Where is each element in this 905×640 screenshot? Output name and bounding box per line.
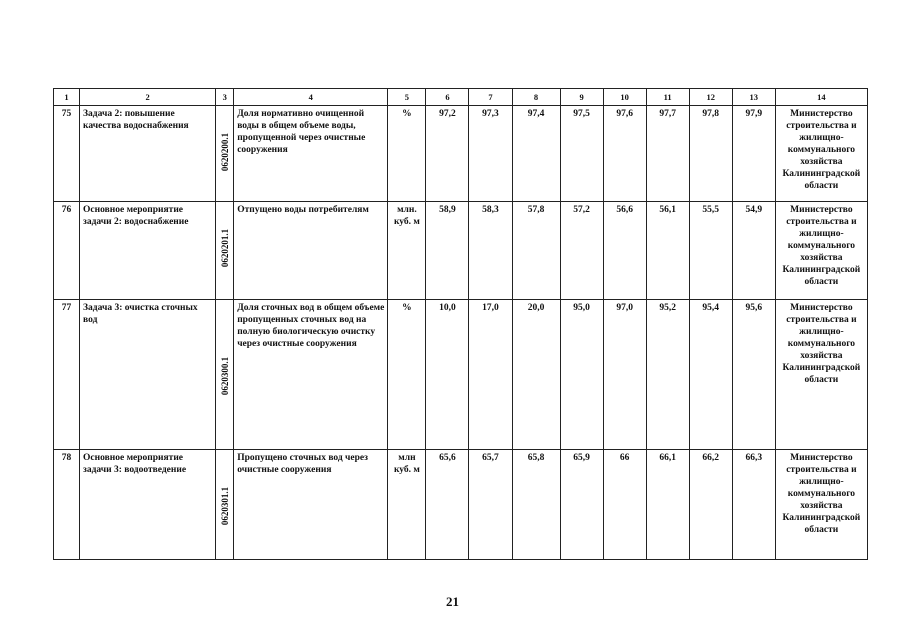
row-code-cell	[216, 300, 234, 450]
table-row	[54, 450, 868, 560]
header-cell: 8	[512, 89, 560, 106]
table-row	[54, 300, 868, 450]
header-cell: 10	[603, 89, 646, 106]
header-cell: 12	[689, 89, 732, 106]
row-unit: %	[388, 300, 426, 450]
value-cell: 20,0	[512, 300, 560, 450]
row-number: 77	[54, 300, 80, 450]
row-executor: Министерство строительства и жилищно-коммунального хозяйства Калининградской области	[775, 106, 867, 202]
value-cell: 56,6	[603, 202, 646, 300]
row-unit: млн. куб. м	[388, 202, 426, 300]
row-code: 0620201.1	[219, 228, 230, 268]
row-code-cell	[216, 450, 234, 560]
value-cell: 97,0	[603, 300, 646, 450]
row-code-cell	[216, 202, 234, 300]
row-executor: Министерство строительства и жилищно-коммунального хозяйства Калининградской области	[775, 450, 867, 560]
header-cell: 3	[216, 89, 234, 106]
table-header-row	[54, 89, 868, 106]
value-cell: 54,9	[732, 202, 775, 300]
header-cell: 1	[54, 89, 80, 106]
value-cell: 57,2	[560, 202, 603, 300]
row-number: 78	[54, 450, 80, 560]
header-cell: 2	[80, 89, 216, 106]
value-cell: 10,0	[426, 300, 469, 450]
row-code: 0620301.1	[219, 486, 230, 526]
value-cell: 65,9	[560, 450, 603, 560]
table-row	[54, 106, 868, 202]
indicators-table	[53, 88, 868, 560]
row-name: Основное мероприятие задачи 3: водоотведение	[80, 450, 216, 560]
value-cell: 56,1	[646, 202, 689, 300]
value-cell: 65,6	[426, 450, 469, 560]
header-cell: 7	[469, 89, 512, 106]
value-cell: 95,0	[560, 300, 603, 450]
row-code-cell	[216, 106, 234, 202]
value-cell: 57,8	[512, 202, 560, 300]
row-executor: Министерство строительства и жилищно-коммунального хозяйства Калининградской области	[775, 300, 867, 450]
row-code: 0620300.1	[219, 356, 230, 396]
row-number: 76	[54, 202, 80, 300]
value-cell: 95,6	[732, 300, 775, 450]
value-cell: 65,7	[469, 450, 512, 560]
header-cell: 13	[732, 89, 775, 106]
value-cell: 66	[603, 450, 646, 560]
value-cell: 66,2	[689, 450, 732, 560]
value-cell: 97,9	[732, 106, 775, 202]
value-cell: 97,8	[689, 106, 732, 202]
row-number: 75	[54, 106, 80, 202]
row-code: 0620200.1	[219, 132, 230, 172]
value-cell: 17,0	[469, 300, 512, 450]
value-cell: 58,3	[469, 202, 512, 300]
value-cell: 95,4	[689, 300, 732, 450]
value-cell: 97,5	[560, 106, 603, 202]
header-cell: 11	[646, 89, 689, 106]
header-cell: 9	[560, 89, 603, 106]
table-row	[54, 202, 868, 300]
header-cell: 5	[388, 89, 426, 106]
header-cell: 4	[234, 89, 388, 106]
page-number: 21	[446, 594, 459, 609]
value-cell: 97,2	[426, 106, 469, 202]
row-name: Задача 3: очистка сточных вод	[80, 300, 216, 450]
header-cell: 6	[426, 89, 469, 106]
value-cell: 97,6	[603, 106, 646, 202]
row-name: Задача 2: повышение качества водоснабжения	[80, 106, 216, 202]
row-name: Основное мероприятие задачи 2: водоснабжение	[80, 202, 216, 300]
value-cell: 95,2	[646, 300, 689, 450]
value-cell: 97,7	[646, 106, 689, 202]
value-cell: 58,9	[426, 202, 469, 300]
row-unit: млн куб. м	[388, 450, 426, 560]
row-indicator: Отпущено воды потребителям	[234, 202, 388, 300]
value-cell: 97,4	[512, 106, 560, 202]
row-indicator: Доля нормативно очищенной воды в общем объеме воды, пропущенной через очистные сооружения	[234, 106, 388, 202]
value-cell: 55,5	[689, 202, 732, 300]
row-indicator: Доля сточных вод в общем объеме пропущенных сточных вод на полную биологическую очистку через очистные сооружения	[234, 300, 388, 450]
row-executor: Министерство строительства и жилищно-коммунального хозяйства Калининградской области	[775, 202, 867, 300]
value-cell: 66,3	[732, 450, 775, 560]
row-indicator: Пропущено сточных вод через очистные сооружения	[234, 450, 388, 560]
value-cell: 65,8	[512, 450, 560, 560]
value-cell: 97,3	[469, 106, 512, 202]
row-unit: %	[388, 106, 426, 202]
header-cell: 14	[775, 89, 867, 106]
value-cell: 66,1	[646, 450, 689, 560]
